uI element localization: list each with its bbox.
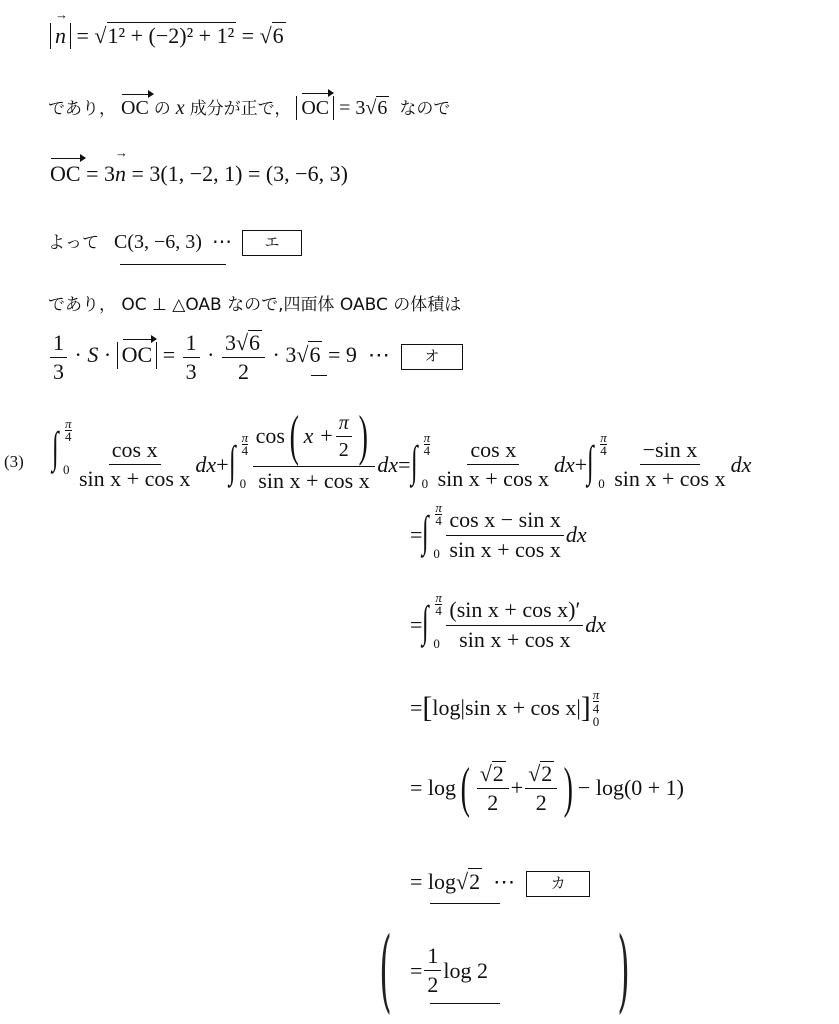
integral-step-5: = log ( $\frac{√2}{2}$ + $\frac{√2}{2}$ ) − log(0 + 1) (410, 757, 685, 819)
answer-volume: 9 (345, 342, 357, 368)
paren-left: ( (379, 918, 392, 1023)
integral-sign: ∫ π 4 0 (422, 500, 442, 561)
answer-box-e: エ (242, 230, 302, 256)
integral-sign: ∫ π 4 0 (422, 590, 442, 651)
underline-log (430, 903, 500, 904)
point-c-line: よって C(3, −6, 3) ⋯ エ (48, 228, 302, 256)
answer-c: C(3, −6, 3) (114, 231, 202, 253)
integral-step-6: = log√2 ⋯ カ (410, 868, 590, 897)
sqrt-expression: √1² + (−2)² + 1² (94, 23, 235, 48)
integral-step-3: = ∫ π 4 0 $\frac{\text{(sin x + cos x)′}}{\text{sin x + cos x}}$ dx (410, 590, 607, 652)
integral-sign: ∫ π 4 0 (52, 415, 72, 477)
tetrahedron-line: であり， OC ⊥ △OAB なので,四面体 OABC の体積は (48, 295, 462, 315)
integral-line-1: ∫ π 4 0 $\frac{\text{cos x}}{\text{sin x + cos x}}$ dx + ∫ π 4 0 cos ( x + $\frac{\pi}{2}$ ) sin x + cos x dx = ∫ π 4 0 $\frac{\text{cos x}}{\text{sin x + cos x}}$ dx + ∫ π 4 0 $\frac{\text{−sin x}}{\text{sin x + cos x}}$ dx (52, 405, 752, 493)
norm-n-line: n → = √1² + (−2)² + 1² = √6 (50, 22, 286, 49)
integral-sign: ∫ π 4 0 (228, 429, 249, 491)
answer-box-o: オ (401, 344, 463, 370)
integral-step-2: = ∫ π 4 0 $\frac{\text{cos x − sin x}}{\text{sin x + cos x}}$ dx (410, 500, 587, 562)
part3-label: (3) (4, 452, 24, 471)
underline-c (120, 264, 226, 265)
oc-condition-line: であり， OC の x 成分が正で， OC = 3√6 なので (48, 97, 451, 119)
oc-vector-line: OC = 3n → = 3(1, −2, 1) = (3, −6, 3) (50, 161, 348, 187)
integral-step-4: = [ log|sin x + cos x| ] π 4 0 (410, 687, 600, 729)
integral-sign: ∫ π 4 0 (587, 429, 607, 491)
volume-line: $\frac{1}{3}$ · S · OC = $\frac{1}{3}$ · $\frac{3√6}{2}$ · 3√6 = 9 ⋯ オ (48, 330, 463, 384)
integral-step-7: = $\frac{1}{2}$ log 2 (410, 943, 489, 998)
paren-right: ) (617, 918, 630, 1023)
answer-log: log√2 (427, 869, 481, 894)
answer-box-ka: カ (526, 871, 590, 897)
integral-sign: ∫ π 4 0 (410, 429, 431, 491)
underline-half-log (430, 1003, 500, 1004)
underline-volume (311, 375, 327, 376)
